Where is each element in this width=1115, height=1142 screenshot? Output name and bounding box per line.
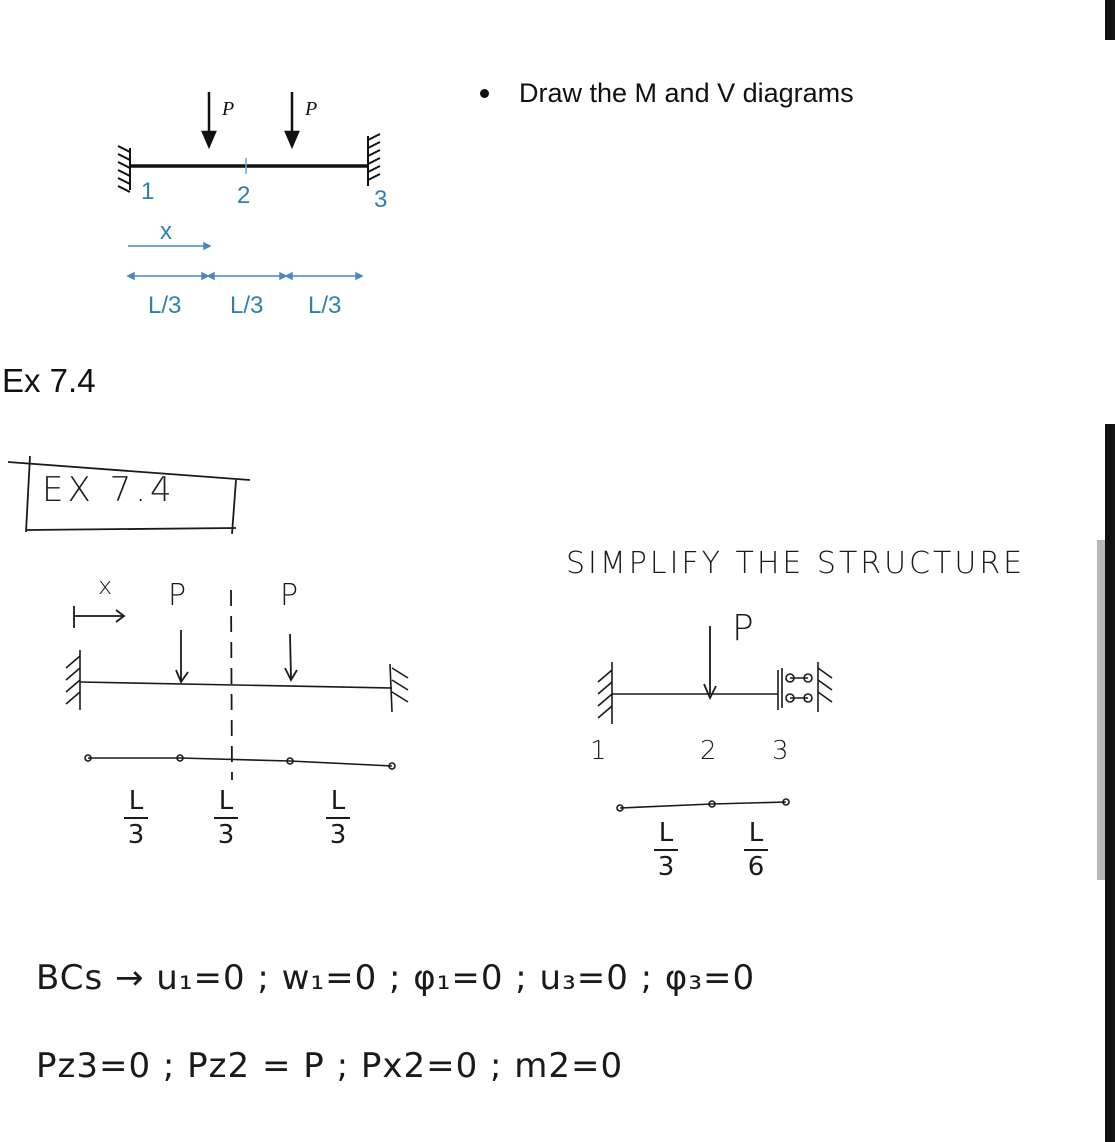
hand-fraction-1 <box>124 788 148 848</box>
window-edge-right <box>1105 424 1115 1142</box>
hand-fraction-3-den: 3 <box>329 820 347 850</box>
hand-beam <box>80 682 392 688</box>
node-label-3: 3 <box>374 186 388 213</box>
simp-fraction-1-den: 3 <box>657 852 675 882</box>
boundary-conditions-line: BCs → u₁=0 ; w₁=0 ; φ₁=0 ; u₃=0 ; φ₃=0 <box>36 958 756 998</box>
hand-right-support <box>390 664 408 712</box>
left-fixed-support <box>118 146 130 192</box>
hand-load-label-2: P <box>280 578 299 613</box>
dimension-line <box>128 273 362 279</box>
simp-node-2: 2 <box>700 736 717 766</box>
segment-label-3: L/3 <box>308 292 342 319</box>
hand-x-arrow <box>74 606 124 628</box>
hand-load-arrow-2 <box>285 634 297 680</box>
simp-left-support <box>598 662 612 724</box>
simp-fraction-2-num: L <box>748 818 764 848</box>
node-label-1: 1 <box>141 178 155 205</box>
load-arrow-2 <box>286 92 298 146</box>
hand-fraction-2-num: L <box>218 786 234 816</box>
window-edge-top <box>1105 0 1115 40</box>
hand-fraction-3-num: L <box>330 786 346 816</box>
simp-load-arrow <box>704 626 716 698</box>
segment-label-1: L/3 <box>148 292 182 319</box>
simp-sliding-support <box>778 662 832 712</box>
simp-node-1: 1 <box>590 736 607 766</box>
node-label-2: 2 <box>237 182 251 209</box>
load-arrow-1 <box>203 92 215 146</box>
hand-fraction-2-den: 3 <box>217 820 235 850</box>
simp-fraction-1 <box>654 820 678 880</box>
handwritten-sketches <box>0 440 1100 1140</box>
x-label: x <box>160 218 172 245</box>
printed-beam-diagram <box>0 0 460 340</box>
hand-fraction-1-den: 3 <box>127 820 145 850</box>
right-fixed-support <box>368 134 380 186</box>
hand-load-arrow-1 <box>176 630 188 682</box>
simp-fraction-2 <box>744 820 768 880</box>
simp-fraction-2-den: 6 <box>747 852 765 882</box>
hand-left-support <box>66 650 80 710</box>
example-title: Ex 7.4 <box>2 362 96 399</box>
loads-line: Pz3=0 ; Pz2 = P ; Px2=0 ; m2=0 <box>36 1046 624 1086</box>
segment-label-2: L/3 <box>230 292 264 319</box>
load-label-2: P <box>305 98 318 120</box>
simplify-heading: SIMPLIFY THE STRUCTURE <box>566 546 1026 581</box>
instruction-text: Draw the M and V diagrams <box>519 78 854 108</box>
hand-dimension-line <box>85 755 395 769</box>
hand-fraction-1-num: L <box>128 786 144 816</box>
hand-load-label-1: P <box>168 578 187 613</box>
hand-fraction-2 <box>214 788 238 848</box>
simp-dimension-line <box>617 799 789 811</box>
simp-node-3: 3 <box>772 736 789 766</box>
hand-fraction-3 <box>326 788 350 848</box>
simp-fraction-1-num: L <box>658 818 674 848</box>
simp-load-label: P <box>732 608 754 649</box>
hand-x-label: x <box>98 572 113 600</box>
load-label-1: P <box>222 98 235 120</box>
box-title: EX 7.4 <box>42 470 176 510</box>
instruction-bullet <box>480 78 854 109</box>
bullet-dot <box>480 89 489 98</box>
